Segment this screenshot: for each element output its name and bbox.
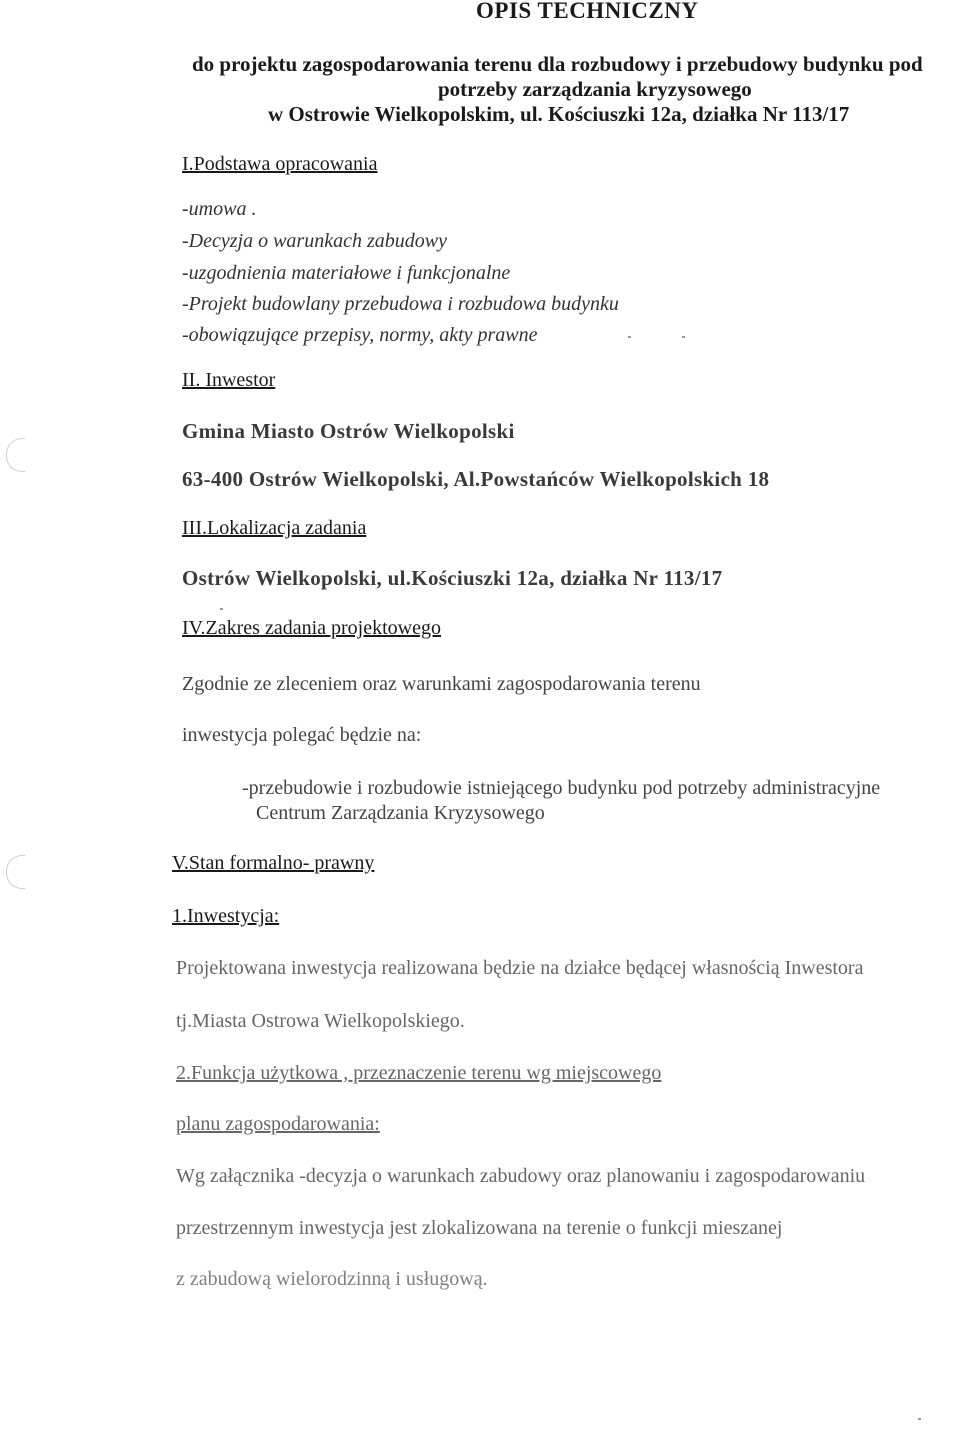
scope-indent-1: -przebudowie i rozbudowie istniejącego budynku pod potrzeby administracyjne [242, 777, 881, 799]
location-text: Ostrów Wielkopolski, ul.Kościuszki 12a, działka Nr 113/17 [182, 566, 723, 590]
section-4-heading [182, 617, 441, 640]
subsection-2-heading-line-1 [176, 1062, 661, 1085]
section-5-heading [172, 852, 374, 875]
subsection-2-title-2: planu zagospodarowania: [176, 1113, 380, 1135]
document-title: OPIS TECHNICZNY [476, 0, 699, 23]
basis-item: -Projekt budowlany przebudowa i rozbudowa budynku [182, 293, 619, 315]
investment-paragraph-1: Projektowana inwestycja realizowana będzie na działce będącej własnością Inwestora [176, 957, 864, 979]
scope-paragraph-1: Zgodnie ze zleceniem oraz warunkami zagospodarowania terenu [182, 673, 701, 695]
punch-hole-mark [6, 438, 25, 472]
scan-speck [918, 1418, 921, 1420]
section-5-title: V.Stan formalno- prawny [172, 852, 375, 874]
scan-speck [628, 336, 631, 338]
subsection-1-heading [172, 905, 279, 928]
investment-paragraph-2: tj.Miasta Ostrowa Wielkopolskiego. [176, 1010, 465, 1032]
section-2-title: II. Inwestor [182, 369, 276, 391]
subtitle-line-2: potrzeby zarządzania kryzysowego [438, 77, 752, 101]
subsection-2-heading-line-2 [176, 1113, 380, 1136]
basis-item: -umowa . [182, 198, 257, 220]
scope-indent-2: Centrum Zarządzania Kryzysowego [256, 802, 545, 824]
function-paragraph-1: Wg załącznika -decyzja o warunkach zabudowy oraz planowaniu i zagospodarowaniu [176, 1165, 866, 1187]
section-2-heading [182, 369, 275, 392]
section-3-title: III.Lokalizacja zadania [182, 517, 367, 539]
basis-item: -Decyzja o warunkach zabudowy [182, 230, 447, 252]
section-1-heading [182, 153, 378, 176]
section-3-heading [182, 517, 366, 540]
scan-speck [682, 336, 685, 338]
subtitle-line-3: w Ostrowie Wielkopolskim, ul. Kościuszki 12a, działka Nr 113/17 [268, 102, 850, 126]
basis-item: -obowiązujące przepisy, normy, akty prawne [182, 324, 538, 346]
investor-address: 63-400 Ostrów Wielkopolski, Al.Powstańców Wielkopolskich 18 [182, 467, 770, 491]
punch-hole-mark [6, 855, 25, 889]
function-paragraph-3: z zabudową wielorodzinną i usługową. [176, 1268, 488, 1290]
section-4-title: IV.Zakres zadania projektowego [182, 617, 441, 639]
subtitle-line-1: do projektu zagospodarowania terenu dla rozbudowy i przebudowy budynku pod [192, 52, 923, 76]
scope-paragraph-2: inwestycja polegać będzie na: [182, 724, 422, 746]
section-1-title: I.Podstawa opracowania [182, 153, 378, 175]
subsection-1-title: 1.Inwestycja: [172, 905, 280, 927]
investor-name: Gmina Miasto Ostrów Wielkopolski [182, 419, 515, 443]
function-paragraph-2: przestrzennym inwestycja jest zlokalizowana na terenie o funkcji mieszanej [176, 1217, 783, 1239]
subsection-2-title-1: 2.Funkcja użytkowa , przeznaczenie terenu wg miejscowego [176, 1062, 662, 1084]
basis-item: -uzgodnienia materiałowe i funkcjonalne [182, 262, 511, 284]
scan-speck [220, 608, 223, 610]
